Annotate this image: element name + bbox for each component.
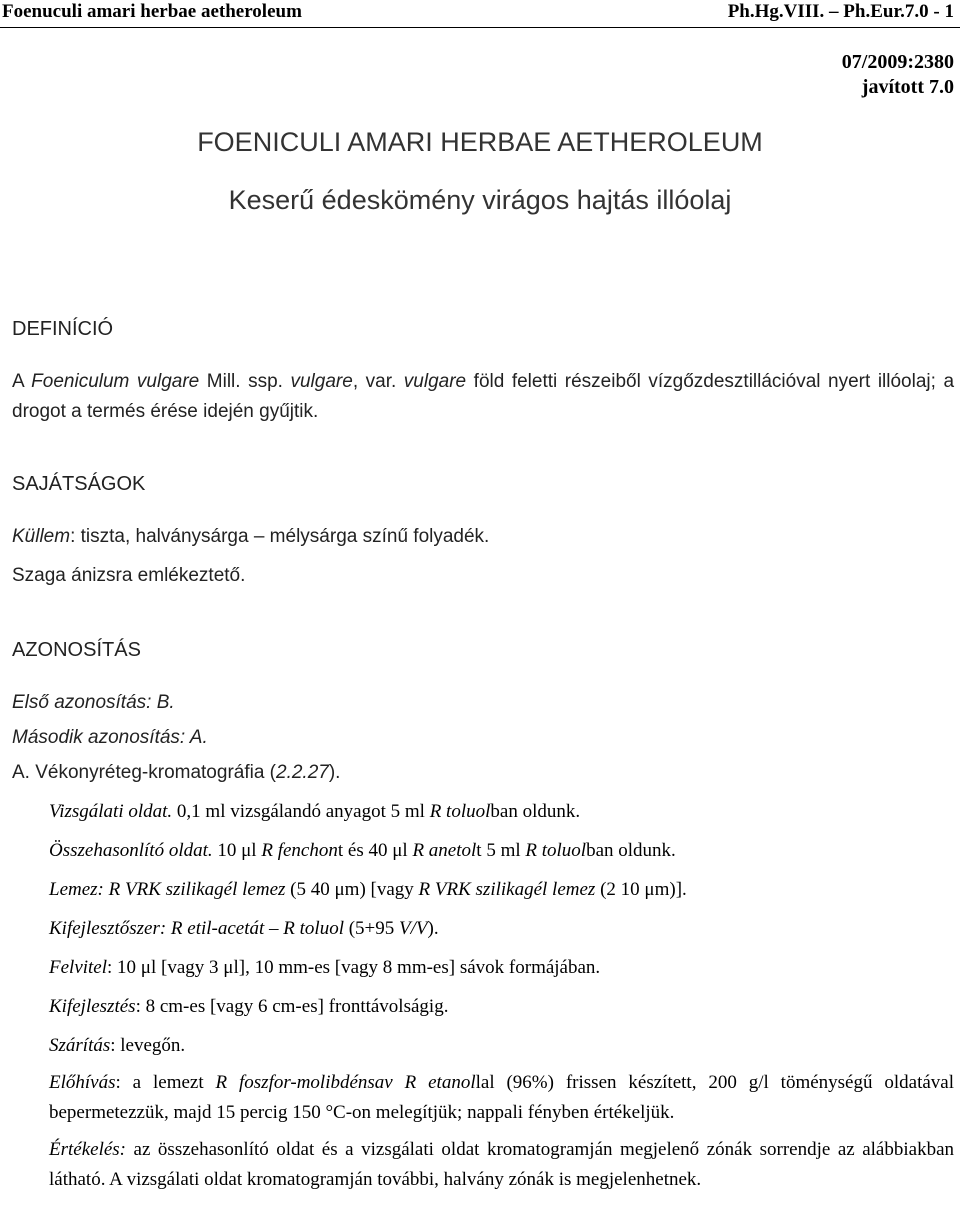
development-line: Kifejlesztés: 8 cm-es [vagy 6 cm-es] fronttávolságig. [49,996,449,1017]
appearance-line: Küllem: tiszta, halványsárga – mélysárga színű folyadék. [12,526,490,547]
running-header-pharmacopoeia: Ph.Hg.VIII. – Ph.Eur.7.0 - 1 [727,1,954,22]
definition-paragraph: A Foeniculum vulgare Mill. ssp. vulgare, var. vulgare föld feletti részeiből vízgőzdesztillációval nyert illóolaj; a drogot a termés érése idején gyűjtik. [12,371,955,422]
reference-solution-line: Összehasonlító oldat. 10 μl R fenchont és 40 μl R anetolt 5 ml R toluolban oldunk. [49,840,676,861]
drying-line: Szárítás: levegőn. [49,1035,186,1056]
test-solution-line: Vizsgálati oldat. 0,1 ml vizsgálandó anyagot 5 ml R toluolban oldunk. [49,801,581,822]
section-heading-definition: DEFINÍCIÓ [12,318,114,340]
monograph-number: 07/2009:2380 [841,51,954,73]
odour-line: Szaga ánizsra emlékeztető. [12,565,246,586]
first-identification: Első azonosítás: B. [12,692,175,713]
section-heading-identification: AZONOSÍTÁS [12,639,141,661]
detection-paragraph: Előhívás: a lemezt R foszfor-molibdénsav R etanollal (96%) frissen készített, 200 g/l töménységű oldatával bepermetezzük, majd 15 percig 150 °C-on melegítjük; nappali fényben értékeljük. [49,1072,954,1123]
results-paragraph: Értékelés: az összehasonlító oldat és a vizsgálati oldat kromatogramján megjelenő zónák sorrendje az alábbiakban látható. A vizsgálati oldat kromatogramján további, halvány zónák is megjelenhetnek. [49,1139,954,1190]
application-line: Felvitel: 10 μl [vagy 3 μl], 10 mm-es [vagy 8 mm-es] sávok formájában. [49,957,601,978]
second-identification: Második azonosítás: A. [12,727,208,748]
identification-a-heading: A. Vékonyréteg-kromatográfia (2.2.27). [12,762,341,783]
monograph-title-latin: FOENICULI AMARI HERBAE AETHEROLEUM [197,127,763,157]
header-rule [0,27,960,28]
mobile-phase-line: Kifejlesztőszer: R etil-acetát – R toluol (5+95 V/V). [49,918,439,939]
monograph-status: javított 7.0 [861,76,954,98]
plate-line: Lemez: R VRK szilikagél lemez (5 40 μm) [vagy R VRK szilikagél lemez (2 10 μm)]. [49,879,687,900]
monograph-title-hungarian: Keserű édeskömény virágos hajtás illóolaj [228,185,732,215]
section-heading-characters: SAJÁTSÁGOK [12,473,146,495]
running-header-title: Foenuculi amari herbae aetheroleum [2,1,302,22]
